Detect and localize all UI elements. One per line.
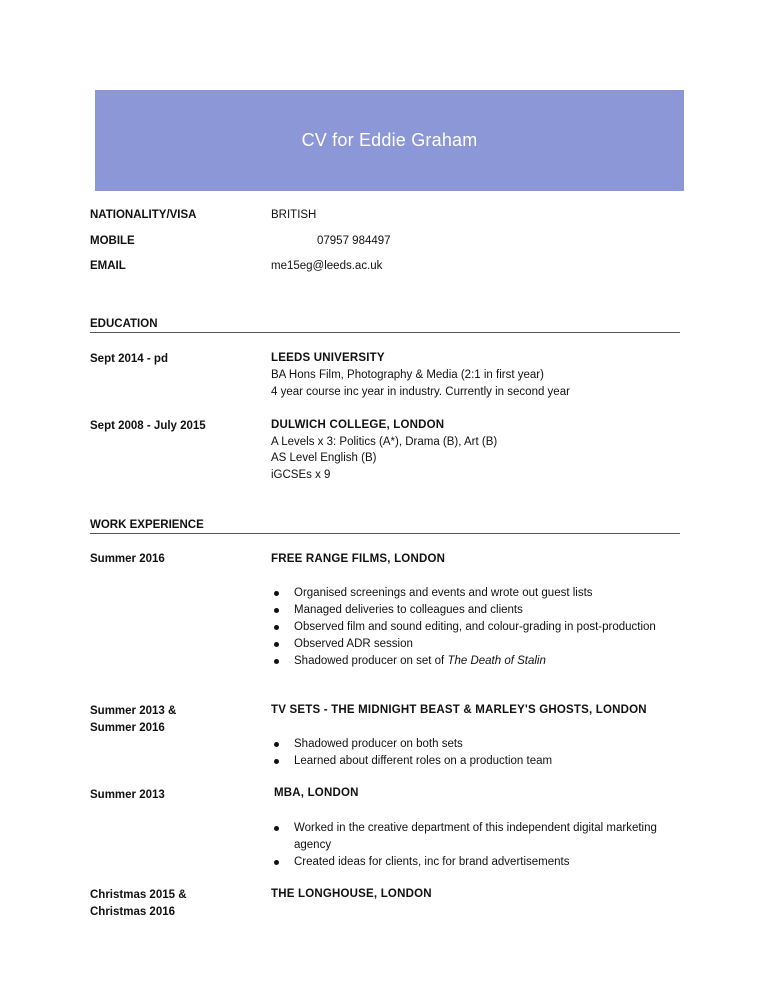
work-date: Summer 2016: [90, 553, 165, 565]
education-section-title: EDUCATION: [90, 318, 158, 330]
email-label: EMAIL: [90, 260, 126, 272]
cv-title: CV for Eddie Graham: [301, 130, 478, 150]
bullet-icon: [274, 860, 279, 865]
work-date: Summer 2013 &: [90, 705, 177, 717]
nationality-value: BRITISH: [271, 209, 317, 221]
nationality-label: NATIONALITY/VISA: [90, 209, 197, 221]
education-institution: LEEDS UNIVERSITY: [271, 352, 385, 364]
education-detail-line: 4 year course inc year in industry. Currently in second year: [271, 386, 570, 398]
list-item: Observed ADR session: [271, 636, 671, 653]
education-institution: DULWICH COLLEGE, LONDON: [271, 419, 445, 431]
list-item: Created ideas for clients, inc for brand advertisements: [271, 854, 671, 871]
bullet-icon: [274, 826, 279, 831]
work-employer: MBA, LONDON: [274, 787, 359, 799]
list-item: Worked in the creative department of this independent digital marketing agency: [271, 820, 671, 854]
mobile-value: 07957 984497: [317, 235, 391, 247]
work-employer: FREE RANGE FILMS, LONDON: [271, 553, 446, 565]
education-detail-line: AS Level English (B): [271, 452, 377, 464]
list-item: Shadowed producer on set of The Death of Stalin: [271, 653, 671, 670]
list-item: Observed film and sound editing, and colour-grading in post-production: [271, 619, 671, 636]
work-bullet-list: [271, 820, 671, 871]
bullet-icon: [274, 608, 279, 613]
education-detail-line: iGCSEs x 9: [271, 469, 331, 481]
work-section-title: WORK EXPERIENCE: [90, 519, 204, 531]
bullet-icon: [274, 625, 279, 630]
work-date: Christmas 2015 &: [90, 889, 187, 901]
work-date: Christmas 2016: [90, 906, 176, 918]
bullet-icon: [274, 591, 279, 596]
list-item: Shadowed producer on both sets: [271, 736, 671, 753]
list-item: Learned about different roles on a production team: [271, 753, 671, 770]
education-divider: [90, 332, 680, 333]
list-item: Organised screenings and events and wrote out guest lists: [271, 585, 671, 602]
education-detail-line: A Levels x 3: Politics (A*), Drama (B), Art (B): [271, 436, 498, 448]
header-band: [95, 90, 684, 191]
work-bullet-list: [271, 736, 671, 770]
bullet-icon: [274, 759, 279, 764]
work-date: Summer 2016: [90, 722, 165, 734]
mobile-label: MOBILE: [90, 235, 135, 247]
work-employer: TV SETS - THE MIDNIGHT BEAST & MARLEY'S GHOSTS, LONDON: [271, 704, 647, 716]
email-value[interactable]: me15eg@leeds.ac.uk: [271, 260, 383, 272]
bullet-icon: [274, 642, 279, 647]
work-date: Summer 2013: [90, 789, 165, 801]
bullet-icon: [274, 659, 279, 664]
education-detail-line: BA Hons Film, Photography & Media (2:1 in first year): [271, 369, 544, 381]
list-item: Managed deliveries to colleagues and clients: [271, 602, 671, 619]
education-date: Sept 2014 - pd: [90, 353, 168, 365]
education-date: Sept 2008 - July 2015: [90, 420, 206, 432]
bullet-icon: [274, 742, 279, 747]
film-title: The Death of Stalin: [447, 655, 546, 667]
work-bullet-list: [271, 585, 671, 670]
work-divider: [90, 533, 680, 534]
work-employer: THE LONGHOUSE, LONDON: [271, 888, 432, 900]
